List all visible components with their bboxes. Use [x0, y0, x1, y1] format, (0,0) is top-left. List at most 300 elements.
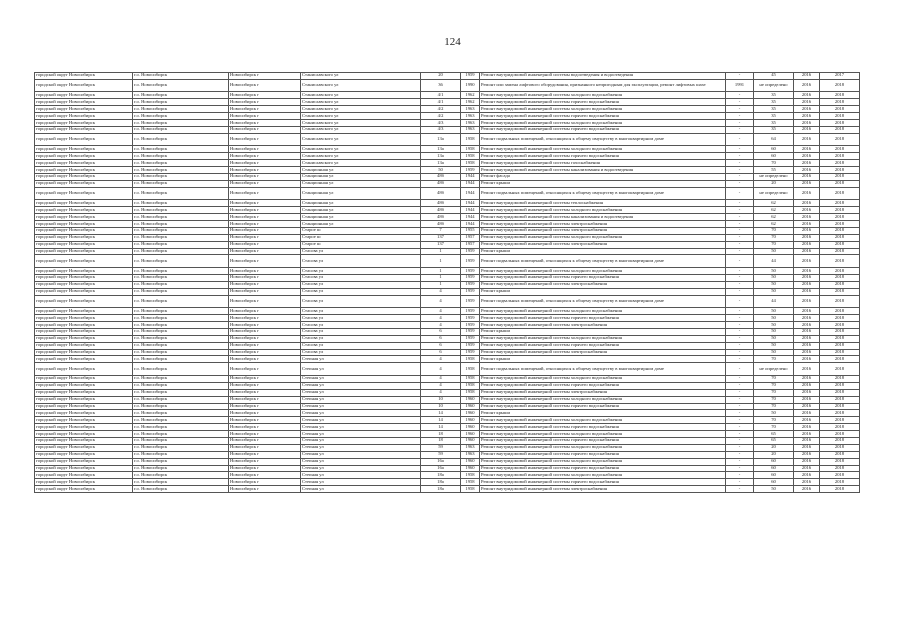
cell-city: Новосибирск г — [229, 274, 301, 281]
cell-cost: 60 — [754, 465, 794, 472]
cell-district: городской округ Новосибирск — [35, 180, 133, 187]
cell-year-start: 2016 — [794, 363, 820, 376]
cell-extra: - — [726, 308, 754, 315]
cell-cost: 44 — [754, 295, 794, 308]
cell-cost: 60 — [754, 458, 794, 465]
table-row — [35, 389, 860, 396]
cell-district: городской округ Новосибирск — [35, 234, 133, 241]
cell-year-end: 2018 — [820, 465, 860, 472]
cell-house: 4 — [421, 315, 461, 322]
cell-street: Стасова ул — [301, 248, 421, 255]
cell-city: Новосибирск г — [229, 375, 301, 382]
cell-year-start: 2016 — [794, 431, 820, 438]
cell-work-type: Ремонт подвальных помещений, относящихся к общему имуществу в многоквартирном доме — [480, 255, 726, 268]
cell-year: 1959 — [461, 288, 480, 295]
cell-municipality: г.о. Новосибирск — [133, 389, 229, 396]
cell-year-end: 2018 — [820, 335, 860, 342]
table-row — [35, 92, 860, 99]
cell-year-end: 2018 — [820, 268, 860, 275]
cell-city: Новосибирск г — [229, 389, 301, 396]
cell-year-start: 2016 — [794, 180, 820, 187]
cell-work-type: Ремонт внутридомовой инженерной системы горячего водоснабжения — [480, 424, 726, 431]
cell-cost: 35 — [754, 92, 794, 99]
cell-extra: - — [726, 73, 754, 80]
cell-year-end: 2018 — [820, 241, 860, 248]
cell-year-end: 2018 — [820, 173, 860, 180]
cell-city: Новосибирск г — [229, 315, 301, 322]
cell-cost: 35 — [754, 120, 794, 127]
table-row — [35, 486, 860, 493]
cell-street: Степная ул — [301, 396, 421, 403]
cell-city: Новосибирск г — [229, 79, 301, 92]
cell-work-type: Ремонт подвальных помещений, относящихся к общему имуществу в многоквартирном доме — [480, 363, 726, 376]
cell-district: городской округ Новосибирск — [35, 375, 133, 382]
cell-year-start: 2016 — [794, 227, 820, 234]
cell-municipality: г.о. Новосибирск — [133, 424, 229, 431]
cell-city: Новосибирск г — [229, 268, 301, 275]
cell-cost: не определено — [754, 79, 794, 92]
cell-municipality: г.о. Новосибирск — [133, 268, 229, 275]
cell-street: Станционная ул — [301, 200, 421, 207]
cell-year: 1958 — [461, 160, 480, 167]
cell-district: городской округ Новосибирск — [35, 146, 133, 153]
cell-house: 18а — [421, 479, 461, 486]
cell-year-start: 2016 — [794, 465, 820, 472]
cell-year-end: 2018 — [820, 160, 860, 167]
cell-year-end: 2018 — [820, 444, 860, 451]
cell-house: 4/3 — [421, 120, 461, 127]
cell-street: Степная ул — [301, 410, 421, 417]
cell-street: Степная ул — [301, 382, 421, 389]
cell-house: 48б — [421, 207, 461, 214]
cell-extra: - — [726, 322, 754, 329]
cell-district: городской округ Новосибирск — [35, 342, 133, 349]
cell-municipality: г.о. Новосибирск — [133, 458, 229, 465]
cell-year-end: 2018 — [820, 133, 860, 146]
cell-year-end: 2018 — [820, 451, 860, 458]
cell-street: Станционная ул — [301, 180, 421, 187]
cell-municipality: г.о. Новосибирск — [133, 234, 229, 241]
table-row — [35, 153, 860, 160]
cell-year: 1959 — [461, 315, 480, 322]
cell-house: 16а — [421, 465, 461, 472]
cell-work-type: Ремонт внутридомовой инженерной системы электроснабжения — [480, 349, 726, 356]
cell-municipality: г.о. Новосибирск — [133, 444, 229, 451]
cell-year-start: 2016 — [794, 167, 820, 174]
cell-work-type: Ремонт внутридомовой инженерной системы горячего водоснабжения — [480, 451, 726, 458]
cell-street: Станиславского ул — [301, 73, 421, 80]
cell-year-start: 2016 — [794, 126, 820, 133]
cell-city: Новосибирск г — [229, 73, 301, 80]
page-number: 124 — [444, 36, 461, 48]
cell-house: 59 — [421, 451, 461, 458]
cell-extra: - — [726, 335, 754, 342]
cell-extra: - — [726, 200, 754, 207]
cell-street: Станционная ул — [301, 221, 421, 228]
cell-year-start: 2016 — [794, 268, 820, 275]
cell-year-end: 2018 — [820, 472, 860, 479]
cell-district: городской округ Новосибирск — [35, 268, 133, 275]
cell-work-type: Ремонт внутридомовой инженерной системы холодного водоснабжения — [480, 92, 726, 99]
cell-municipality: г.о. Новосибирск — [133, 472, 229, 479]
cell-extra: - — [726, 167, 754, 174]
cell-municipality: г.о. Новосибирск — [133, 207, 229, 214]
cell-year: 1960 — [461, 417, 480, 424]
table-row — [35, 410, 860, 417]
cell-house: 4 — [421, 322, 461, 329]
cell-cost: 50 — [754, 268, 794, 275]
cell-extra: - — [726, 99, 754, 106]
cell-year-end: 2018 — [820, 403, 860, 410]
cell-year-start: 2016 — [794, 389, 820, 396]
cell-district: городской округ Новосибирск — [35, 173, 133, 180]
cell-municipality: г.о. Новосибирск — [133, 160, 229, 167]
table-row — [35, 472, 860, 479]
cell-year: 1960 — [461, 437, 480, 444]
cell-house: 6 — [421, 335, 461, 342]
cell-extra: - — [726, 356, 754, 363]
cell-extra: - — [726, 472, 754, 479]
cell-city: Новосибирск г — [229, 173, 301, 180]
cell-street: Степная ул — [301, 472, 421, 479]
cell-year: 1959 — [461, 335, 480, 342]
cell-work-type: Ремонт внутридомовой инженерной системы горячего водоснабжения — [480, 382, 726, 389]
cell-year-start: 2016 — [794, 288, 820, 295]
cell-street: Степная ул — [301, 458, 421, 465]
cell-district: городской округ Новосибирск — [35, 349, 133, 356]
cell-cost: 50 — [754, 335, 794, 342]
table-row — [35, 465, 860, 472]
table-row — [35, 274, 860, 281]
cell-work-type: Ремонт крыши — [480, 410, 726, 417]
cell-year-end: 2018 — [820, 214, 860, 221]
cell-street: Станиславского ул — [301, 133, 421, 146]
cell-year: 1959 — [461, 295, 480, 308]
cell-extra: - — [726, 180, 754, 187]
cell-extra: - — [726, 234, 754, 241]
cell-cost: 70 — [754, 234, 794, 241]
cell-year: 1959 — [461, 167, 480, 174]
cell-year-start: 2016 — [794, 153, 820, 160]
cell-municipality: г.о. Новосибирск — [133, 227, 229, 234]
cell-work-type: Ремонт внутридомовой инженерной системы холодного водоснабжения — [480, 268, 726, 275]
cell-municipality: г.о. Новосибирск — [133, 328, 229, 335]
table-row — [35, 335, 860, 342]
cell-year-start: 2016 — [794, 281, 820, 288]
cell-municipality: г.о. Новосибирск — [133, 248, 229, 255]
cell-municipality: г.о. Новосибирск — [133, 308, 229, 315]
cell-street: Станиславского ул — [301, 99, 421, 106]
cell-house: 14 — [421, 410, 461, 417]
cell-house: 4 — [421, 375, 461, 382]
cell-year-start: 2016 — [794, 79, 820, 92]
cell-street: Степная ул — [301, 486, 421, 493]
cell-house: 4/1 — [421, 99, 461, 106]
cell-street: Степная ул — [301, 403, 421, 410]
cell-street: Стасова ул — [301, 288, 421, 295]
cell-year-start: 2016 — [794, 472, 820, 479]
cell-extra: - — [726, 424, 754, 431]
table-row — [35, 424, 860, 431]
cell-city: Новосибирск г — [229, 221, 301, 228]
cell-work-type: Ремонт фасада — [480, 173, 726, 180]
cell-year: 1963 — [461, 106, 480, 113]
cell-municipality: г.о. Новосибирск — [133, 349, 229, 356]
cell-district: городской округ Новосибирск — [35, 99, 133, 106]
cell-year-start: 2016 — [794, 437, 820, 444]
cell-cost: не определено — [754, 187, 794, 200]
cell-city: Новосибирск г — [229, 241, 301, 248]
cell-street: Степная ул — [301, 417, 421, 424]
cell-cost: 35 — [754, 106, 794, 113]
cell-house: 18а — [421, 472, 461, 479]
cell-year-start: 2016 — [794, 356, 820, 363]
cell-work-type: Ремонт внутридомовой инженерной системы горячего водоснабжения — [480, 403, 726, 410]
cell-extra: - — [726, 288, 754, 295]
cell-year-end: 2018 — [820, 92, 860, 99]
cell-cost: 60 — [754, 153, 794, 160]
cell-work-type: Ремонт или замена лифтового оборудования, признанного непригодным для эксплуатации, ремонт лифтовых шахт — [480, 79, 726, 92]
cell-district: городской округ Новосибирск — [35, 79, 133, 92]
cell-year-end: 2018 — [820, 255, 860, 268]
cell-city: Новосибирск г — [229, 187, 301, 200]
cell-year: 1960 — [461, 410, 480, 417]
cell-house: 137 — [421, 234, 461, 241]
cell-municipality: г.о. Новосибирск — [133, 146, 229, 153]
cell-district: городской округ Новосибирск — [35, 458, 133, 465]
cell-year-end: 2018 — [820, 342, 860, 349]
cell-year-start: 2016 — [794, 295, 820, 308]
cell-year-start: 2016 — [794, 187, 820, 200]
table-row — [35, 417, 860, 424]
cell-municipality: г.о. Новосибирск — [133, 167, 229, 174]
table-row — [35, 207, 860, 214]
cell-street: Стасова ул — [301, 322, 421, 329]
table-row — [35, 126, 860, 133]
cell-work-type: Ремонт внутридомовой инженерной системы горячего водоснабжения — [480, 99, 726, 106]
cell-city: Новосибирск г — [229, 146, 301, 153]
cell-year-end: 2018 — [820, 382, 860, 389]
cell-work-type: Ремонт внутридомовой инженерной системы холодного водоснабжения — [480, 308, 726, 315]
cell-district: городской округ Новосибирск — [35, 396, 133, 403]
cell-work-type: Ремонт внутридомовой инженерной системы газоснабжения — [480, 160, 726, 167]
cell-municipality: г.о. Новосибирск — [133, 126, 229, 133]
cell-district: городской округ Новосибирск — [35, 389, 133, 396]
cell-street: Стасова ул — [301, 255, 421, 268]
cell-city: Новосибирск г — [229, 396, 301, 403]
cell-extra: - — [726, 417, 754, 424]
cell-year-end: 2018 — [820, 431, 860, 438]
cell-house: 14 — [421, 424, 461, 431]
cell-extra: - — [726, 375, 754, 382]
cell-street: Старое ш — [301, 241, 421, 248]
cell-house: 1 — [421, 281, 461, 288]
cell-year: 1959 — [461, 248, 480, 255]
cell-house: 4 — [421, 356, 461, 363]
cell-municipality: г.о. Новосибирск — [133, 396, 229, 403]
cell-work-type: Ремонт внутридомовой инженерной системы холодного водоснабжения — [480, 396, 726, 403]
cell-year: 1960 — [461, 424, 480, 431]
cell-municipality: г.о. Новосибирск — [133, 241, 229, 248]
cell-work-type: Ремонт внутридомовой инженерной системы горячего водоснабжения — [480, 274, 726, 281]
cell-house: 6 — [421, 349, 461, 356]
cell-street: Стасова ул — [301, 315, 421, 322]
cell-year: 1959 — [461, 342, 480, 349]
cell-year: 1990 — [461, 79, 480, 92]
cell-district: городской округ Новосибирск — [35, 288, 133, 295]
cell-work-type: Ремонт внутридомовой инженерной системы электроснабжения — [480, 322, 726, 329]
cell-house: 10 — [421, 396, 461, 403]
cell-street: Степная ул — [301, 356, 421, 363]
cell-cost: 45 — [754, 73, 794, 80]
cell-cost: 50 — [754, 248, 794, 255]
cell-cost: 50 — [754, 322, 794, 329]
cell-district: городской округ Новосибирск — [35, 227, 133, 234]
cell-house: 48б — [421, 180, 461, 187]
cell-year: 1944 — [461, 207, 480, 214]
cell-year: 1958 — [461, 486, 480, 493]
cell-house: 13а — [421, 146, 461, 153]
cell-year: 1944 — [461, 187, 480, 200]
cell-year-end: 2018 — [820, 153, 860, 160]
cell-year: 1944 — [461, 221, 480, 228]
cell-year-end: 2018 — [820, 200, 860, 207]
cell-cost: 70 — [754, 375, 794, 382]
cell-house: 4 — [421, 363, 461, 376]
cell-district: городской округ Новосибирск — [35, 73, 133, 80]
cell-work-type: Ремонт внутридомовой инженерной системы электроснабжения — [480, 389, 726, 396]
cell-year-end: 2018 — [820, 396, 860, 403]
cell-municipality: г.о. Новосибирск — [133, 342, 229, 349]
cell-work-type: Ремонт внутридомовой инженерной системы холодного водоснабжения — [480, 234, 726, 241]
cell-house: 13а — [421, 133, 461, 146]
cell-work-type: Ремонт внутридомовой инженерной системы горячего водоснабжения — [480, 153, 726, 160]
cell-cost: 70 — [754, 424, 794, 431]
cell-house: 4/2 — [421, 106, 461, 113]
cell-district: городской округ Новосибирск — [35, 410, 133, 417]
table-row — [35, 375, 860, 382]
cell-street: Станционная ул — [301, 167, 421, 174]
cell-year: 1958 — [461, 153, 480, 160]
table-row — [35, 451, 860, 458]
cell-city: Новосибирск г — [229, 437, 301, 444]
cell-city: Новосибирск г — [229, 92, 301, 99]
cell-municipality: г.о. Новосибирск — [133, 153, 229, 160]
cell-cost: 50 — [754, 315, 794, 322]
cell-street: Стасова ул — [301, 308, 421, 315]
cell-house: 48б — [421, 187, 461, 200]
cell-city: Новосибирск г — [229, 120, 301, 127]
cell-year: 1955 — [461, 227, 480, 234]
cell-cost: 50 — [754, 486, 794, 493]
cell-street: Станиславского ул — [301, 113, 421, 120]
cell-street: Стасова ул — [301, 342, 421, 349]
table-row — [35, 234, 860, 241]
cell-street: Степная ул — [301, 389, 421, 396]
cell-city: Новосибирск г — [229, 214, 301, 221]
cell-district: городской округ Новосибирск — [35, 281, 133, 288]
cell-year-start: 2016 — [794, 99, 820, 106]
cell-municipality: г.о. Новосибирск — [133, 431, 229, 438]
cell-city: Новосибирск г — [229, 424, 301, 431]
cell-year: 1958 — [461, 133, 480, 146]
cell-year-end: 2018 — [820, 458, 860, 465]
cell-district: городской округ Новосибирск — [35, 274, 133, 281]
cell-city: Новосибирск г — [229, 234, 301, 241]
cell-district: городской округ Новосибирск — [35, 465, 133, 472]
cell-extra: - — [726, 126, 754, 133]
cell-cost: 70 — [754, 403, 794, 410]
table-row — [35, 248, 860, 255]
cell-street: Степная ул — [301, 465, 421, 472]
table-row — [35, 281, 860, 288]
cell-extra: - — [726, 281, 754, 288]
cell-street: Степная ул — [301, 375, 421, 382]
cell-work-type: Ремонт внутридомовой инженерной системы холодного водоснабжения — [480, 375, 726, 382]
cell-municipality: г.о. Новосибирск — [133, 255, 229, 268]
cell-year-end: 2018 — [820, 288, 860, 295]
cell-year-end: 2018 — [820, 295, 860, 308]
cell-year-start: 2016 — [794, 375, 820, 382]
cell-city: Новосибирск г — [229, 160, 301, 167]
cell-extra: - — [726, 349, 754, 356]
table-row — [35, 113, 860, 120]
cell-city: Новосибирск г — [229, 458, 301, 465]
cell-extra: - — [726, 444, 754, 451]
cell-year: 1959 — [461, 255, 480, 268]
cell-year-end: 2018 — [820, 99, 860, 106]
cell-extra: - — [726, 255, 754, 268]
cell-extra: - — [726, 328, 754, 335]
cell-year: 1959 — [461, 281, 480, 288]
cell-house: 36 — [421, 79, 461, 92]
cell-work-type: Ремонт внутридомовой инженерной системы горячего водоснабжения — [480, 126, 726, 133]
cell-municipality: г.о. Новосибирск — [133, 173, 229, 180]
cell-house: 4 — [421, 389, 461, 396]
table-row — [35, 79, 860, 92]
cell-house: 7 — [421, 227, 461, 234]
cell-year: 1959 — [461, 328, 480, 335]
cell-city: Новосибирск г — [229, 106, 301, 113]
cell-year-end: 2018 — [820, 248, 860, 255]
cell-house: 18а — [421, 486, 461, 493]
cell-municipality: г.о. Новосибирск — [133, 187, 229, 200]
cell-extra: - — [726, 207, 754, 214]
cell-house: 48б — [421, 221, 461, 228]
cell-municipality: г.о. Новосибирск — [133, 99, 229, 106]
cell-work-type: Ремонт внутридомовой инженерной системы электроснабжения — [480, 241, 726, 248]
cell-house: 4/1 — [421, 92, 461, 99]
cell-city: Новосибирск г — [229, 248, 301, 255]
cell-house: 1 — [421, 268, 461, 275]
table-row — [35, 288, 860, 295]
cell-cost: 50 — [754, 274, 794, 281]
cell-year: 1944 — [461, 200, 480, 207]
table-row — [35, 133, 860, 146]
cell-city: Новосибирск г — [229, 479, 301, 486]
cell-extra: - — [726, 295, 754, 308]
cell-city: Новосибирск г — [229, 335, 301, 342]
cell-year: 1958 — [461, 146, 480, 153]
cell-cost: 70 — [754, 227, 794, 234]
cell-work-type: Ремонт внутридомовой инженерной системы горячего водоснабжения — [480, 465, 726, 472]
cell-municipality: г.о. Новосибирск — [133, 113, 229, 120]
cell-year-start: 2016 — [794, 207, 820, 214]
table-row — [35, 227, 860, 234]
cell-year: 1960 — [461, 431, 480, 438]
cell-extra: - — [726, 274, 754, 281]
cell-year: 1963 — [461, 120, 480, 127]
